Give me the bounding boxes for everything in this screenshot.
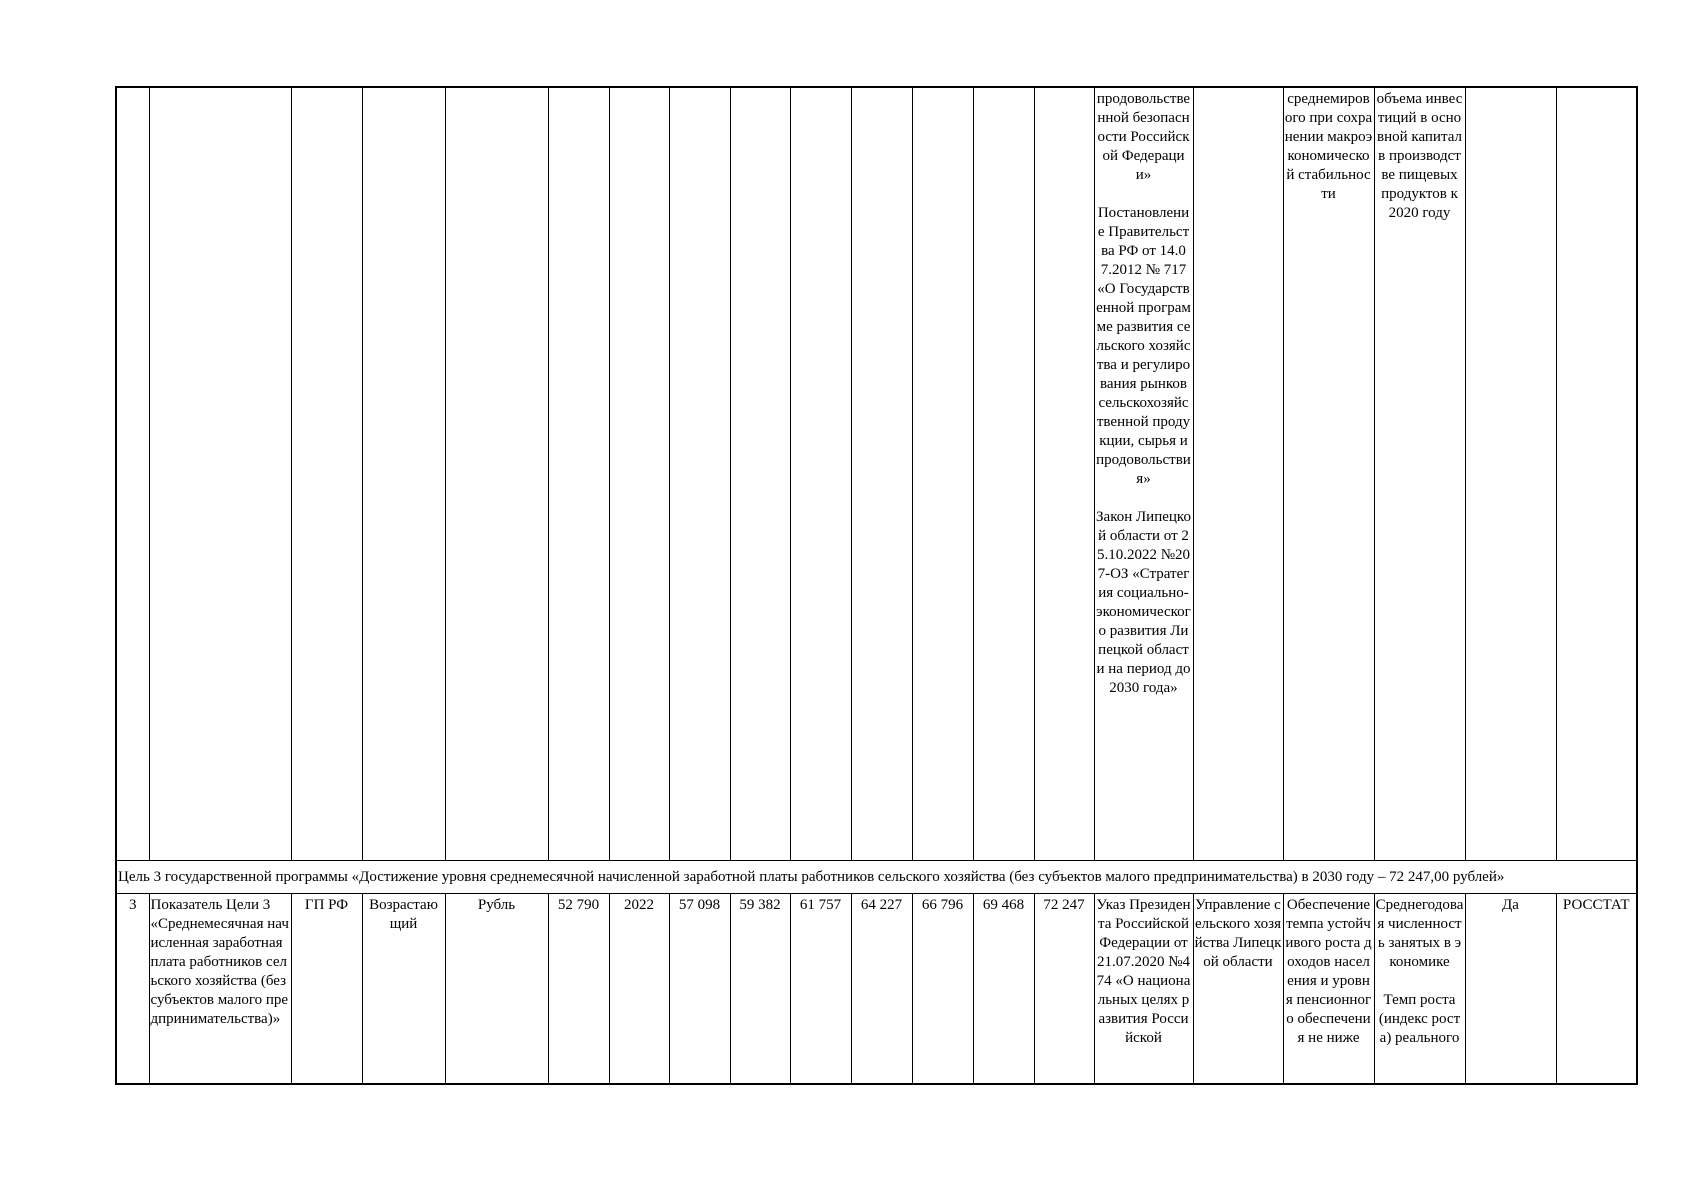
cell-value xyxy=(973,87,1034,861)
cell-value xyxy=(669,87,730,861)
indicator-row xyxy=(116,894,1637,1085)
cell-responsible: Управление сельского хозяйства Липецкой области xyxy=(1193,894,1283,1085)
cell-num xyxy=(116,87,149,861)
cell-unit: Рубль xyxy=(445,894,548,1085)
cell-value xyxy=(1034,87,1094,861)
cell-value xyxy=(730,87,790,861)
cell-responsible xyxy=(1193,87,1283,861)
cell-level: ГП РФ xyxy=(291,894,362,1085)
cell-method: объема инвестиций в основной капитал в производстве пищевых продуктов к 2020 году xyxy=(1374,87,1465,861)
cell-base-value: 52 790 xyxy=(548,894,609,1085)
cell-name xyxy=(149,87,291,861)
cell-level xyxy=(291,87,362,861)
cell-value xyxy=(912,87,973,861)
cell-value-5: 66 796 xyxy=(912,894,973,1085)
cell-basis: продовольственной безопасности Российской Федерации» Постановление Правительства РФ от 14.07.2012 № 717 «О Государственной программе развития сельского хозяйства и регулирования рынков сельскохозяйственной продукции, сырья и продовольствия» Закон Липецкой области от 25.10.2022 №207-ОЗ «Стратегия социально-экономического развития Липецкой области на период до 2030 года» xyxy=(1094,87,1193,861)
cell-flag xyxy=(1465,87,1556,861)
cell-value xyxy=(851,87,912,861)
cell-base-value xyxy=(548,87,609,861)
goal-row xyxy=(116,861,1637,894)
cell-value-2: 59 382 xyxy=(730,894,790,1085)
cell-name: Показатель Цели 3 «Среднемесячная начисленная заработная плата работников сельского хозяйства (без субъектов малого предпринимательства)» xyxy=(149,894,291,1085)
cell-value-7: 72 247 xyxy=(1034,894,1094,1085)
cell-value-3: 61 757 xyxy=(790,894,851,1085)
cell-source xyxy=(1556,87,1637,861)
continuation-row xyxy=(116,87,1637,861)
cell-value-6: 69 468 xyxy=(973,894,1034,1085)
cell-trend xyxy=(362,87,445,861)
cell-value-4: 64 227 xyxy=(851,894,912,1085)
cell-flag: Да xyxy=(1465,894,1556,1085)
cell-unit xyxy=(445,87,548,861)
cell-source: РОССТАТ xyxy=(1556,894,1637,1085)
indicators-table xyxy=(115,86,1638,1085)
cell-trend: Возрастающий xyxy=(362,894,445,1085)
goal-text: Цель 3 государственной программы «Достижение уровня среднемесячной начисленной заработной платы работников сельского хозяйства (без субъектов малого предпринимательства) в 2030 году – 72 247,00 рублей» xyxy=(116,861,1637,894)
cell-basis: Указ Президента Российской Федерации от 21.07.2020 №474 «О национальных целях развития Российской xyxy=(1094,894,1193,1085)
cell-link: среднемирового при сохранении макроэкономической стабильности xyxy=(1283,87,1374,861)
cell-method: Среднегодовая численность занятых в экономике Темп роста (индекс роста) реального xyxy=(1374,894,1465,1085)
cell-link: Обеспечение темпа устойчивого роста доходов населения и уровня пенсионного обеспечения не ниже xyxy=(1283,894,1374,1085)
cell-value xyxy=(790,87,851,861)
cell-num: 3 xyxy=(116,894,149,1085)
cell-value-1: 57 098 xyxy=(669,894,730,1085)
cell-base-year: 2022 xyxy=(609,894,669,1085)
cell-base-year xyxy=(609,87,669,861)
